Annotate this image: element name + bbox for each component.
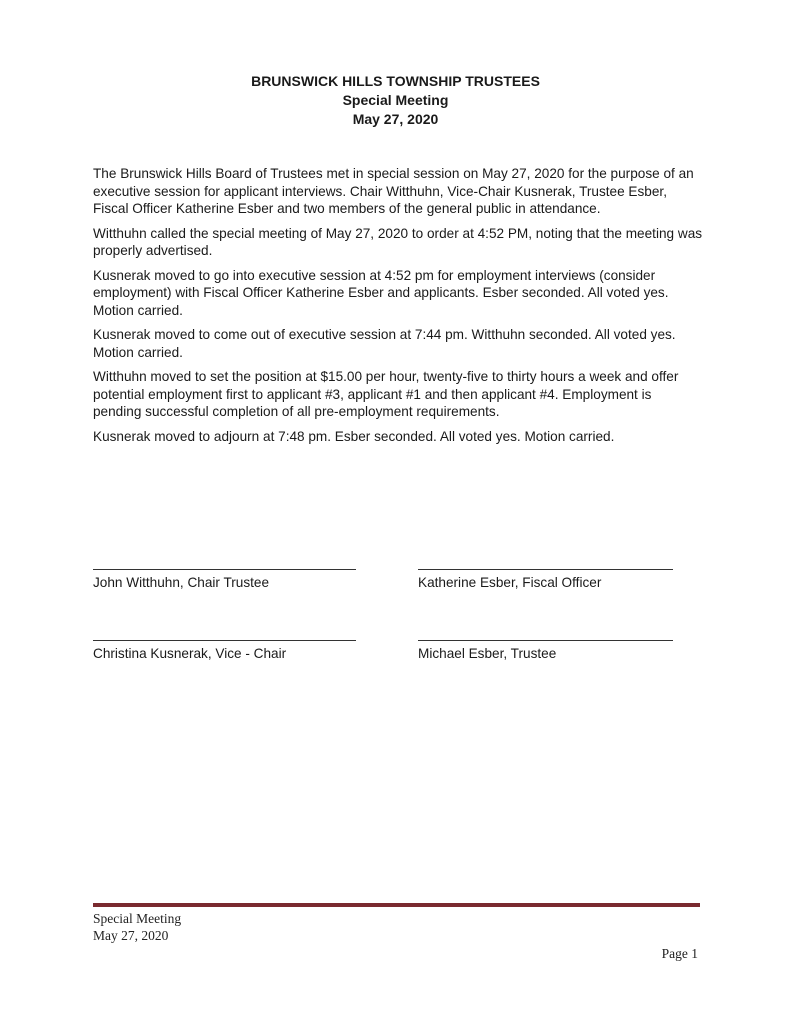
signature-name-trustee: Michael Esber, Trustee bbox=[418, 646, 557, 661]
minutes-body bbox=[93, 165, 703, 452]
document-header bbox=[0, 72, 791, 129]
paragraph-executive-session: Kusnerak moved to go into executive session at 4:52 pm for employment interviews (consider employment) with Fiscal Officer Katherine Esber and applicants. Esber seconded. All voted yes. Motion carried. bbox=[93, 267, 669, 318]
signature-line bbox=[418, 569, 673, 570]
signature-block-fiscal-officer bbox=[418, 569, 673, 591]
paragraph-employment-motion: Witthuhn moved to set the position at $15.00 per hour, twenty-five to thirty hours a week and offer potential employment first to applicant #3, applicant #1 and then applicant #4. Employment is pending successful completion of all pre-employment requirements. bbox=[93, 369, 679, 419]
footer-meeting-type: Special Meeting bbox=[93, 911, 182, 926]
paragraph-adjourn: Kusnerak moved to adjourn at 7:48 pm. Esber seconded. All voted yes. Motion carried. bbox=[93, 428, 615, 444]
signature-block-trustee bbox=[418, 640, 673, 662]
signature-line bbox=[93, 640, 356, 641]
paragraph-attendance: The Brunswick Hills Board of Trustees met in special session on May 27, 2020 for the purpose of an executive session for applicant interviews. Chair Witthuhn, Vice-Chair Kusnerak, Trustee Esber, Fiscal Officer Katherine Esber and two members of the general public in attendance. bbox=[93, 166, 694, 216]
paragraph-exit-session: Kusnerak moved to come out of executive session at 7:44 pm. Witthuhn seconded. All voted yes. Motion carried. bbox=[93, 327, 676, 360]
signature-name-vice-chair: Christina Kusnerak, Vice - Chair bbox=[93, 646, 287, 661]
footer-label bbox=[93, 910, 181, 944]
signature-block-vice-chair bbox=[93, 640, 356, 662]
paragraph-call-to-order: Witthuhn called the special meeting of May 27, 2020 to order at 4:52 PM, noting that the meeting was properly advertised. bbox=[93, 225, 703, 258]
footer-date: May 27, 2020 bbox=[93, 928, 169, 943]
page-number: Page 1 bbox=[661, 946, 698, 961]
signature-name-chair: John Witthuhn, Chair Trustee bbox=[93, 575, 270, 590]
signature-block-chair bbox=[93, 569, 356, 591]
meeting-date: May 27, 2020 bbox=[352, 111, 439, 127]
footer-divider bbox=[93, 903, 700, 907]
org-title: BRUNSWICK HILLS TOWNSHIP TRUSTEES bbox=[251, 73, 540, 89]
meeting-type: Special Meeting bbox=[342, 92, 449, 108]
signature-name-fiscal-officer: Katherine Esber, Fiscal Officer bbox=[418, 575, 602, 590]
signature-line bbox=[418, 640, 673, 641]
signature-line bbox=[93, 569, 356, 570]
